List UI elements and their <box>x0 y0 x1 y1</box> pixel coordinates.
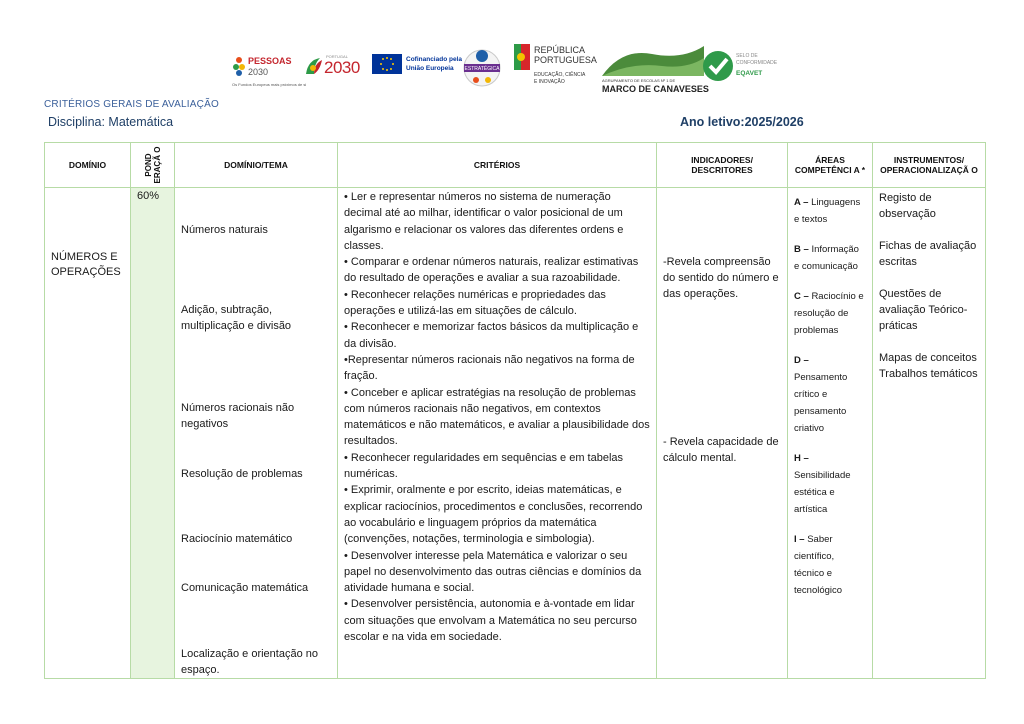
eu-flag-icon <box>372 54 402 74</box>
pessoas-icon <box>232 56 246 76</box>
ponderacao-rotated-label: POND ERAÇÃ O <box>143 146 162 184</box>
tema-item: Raciocínio matemático <box>181 533 293 545</box>
tema-item: Adição, subtração, multiplicação e divisão <box>181 304 292 332</box>
table-row <box>45 188 986 679</box>
area-item <box>794 352 866 437</box>
indicadores-cell <box>657 188 788 679</box>
portugal-2030-icon <box>304 56 324 76</box>
instrumento-item: Fichas de avaliação escritas <box>879 240 977 268</box>
ano-letivo-label: Ano letivo:2025/2026 <box>680 115 804 129</box>
criterio-item: • Reconhecer regularidades em sequências e em tabelas numéricas. <box>344 451 624 481</box>
tema-item: Comunicação matemática <box>181 582 309 594</box>
instrumentos-cell <box>873 188 986 679</box>
instrumento-item: Registo de observação <box>879 192 936 220</box>
area-code: A – <box>794 197 809 208</box>
pessoas-line3: Os Fundos Europeus mais próximos de si <box>232 82 307 87</box>
area-code: H – <box>794 453 809 464</box>
area-item <box>794 288 866 339</box>
disciplina-label: Disciplina: Matemática <box>48 115 174 129</box>
eqavet-line2: CONFORMIDADE <box>736 60 778 66</box>
portugal-2030-small: PORTUGAL <box>326 54 348 59</box>
area-item <box>794 194 866 228</box>
republica-line2: PORTUGUESA <box>534 55 597 65</box>
table-header-row <box>45 143 986 188</box>
dominio-cell: NÚMEROS E OPERAÇÕES <box>45 188 131 679</box>
area-code: D – <box>794 355 809 366</box>
col-header-indicadores: INDICADORES/ DESCRITORES <box>657 143 788 188</box>
areas-cell <box>788 188 873 679</box>
criterios-cell <box>338 188 657 679</box>
pessoas-2030-logo <box>232 54 307 94</box>
republica-line4: E INOVAÇÃO <box>534 79 565 85</box>
criterio-item: • Reconhecer e memorizar factos básicos da multiplicação e da divisão. <box>344 321 639 350</box>
area-text: Pensamento crítico e pensamento criativo <box>794 372 848 434</box>
area-text: Sensibilidade estética e artística <box>794 470 851 515</box>
eqavet-seal <box>702 50 792 90</box>
tema-item: Localização e orientação no espaço. <box>181 648 318 676</box>
area-code: I – <box>794 534 805 545</box>
area-item <box>794 241 866 275</box>
estrategica-badge <box>462 44 502 94</box>
agrupamento-line1: AGRUPAMENTO DE ESCOLAS Nº 1 DE <box>602 78 676 83</box>
col-header-ponderacao <box>131 143 175 188</box>
agrupamento-line2: MARCO DE CANAVESES <box>602 84 709 94</box>
tema-item: Números naturais <box>181 224 268 236</box>
col-header-criterios: CRITÉRIOS <box>338 143 657 188</box>
area-text: Informação e comunicação <box>794 244 859 272</box>
instrumento-item: Questões de avaliação Teórico-práticas <box>879 288 968 332</box>
republica-shield-icon <box>514 44 530 70</box>
republica-portuguesa-logo <box>514 44 600 94</box>
eu-cofinanced-logo <box>372 54 462 78</box>
col-header-instrumentos: INSTRUMENTOS/ OPERACIONALIZAÇÃ O <box>873 143 986 188</box>
criterio-item: • Exprimir, oralmente e por escrito, ideias matemáticas, e explicar raciocínios, procedimentos e conclusões, recorrendo ao vocabulário e linguagem próprios da matemática (convenções, notações, terminologia e simbologia). <box>344 484 643 546</box>
instrumento-item: Trabalhos temáticos <box>879 368 978 380</box>
criterio-item: • Ler e representar números no sistema de numeração decimal até ao milhar, identificar o valor posicional de um algarismo e relacionar os valores das diferentes ordens e classes. <box>344 191 624 252</box>
col-header-dominio: DOMÍNIO <box>45 143 131 188</box>
eu-line2: União Europeia <box>406 65 454 72</box>
eqavet-check-icon <box>702 50 734 82</box>
area-item <box>794 450 866 518</box>
indicador-item: - Revela capacidade de cálculo mental. <box>663 436 779 464</box>
col-header-areas: ÁREAS COMPETÊNCI A * <box>788 143 873 188</box>
criterio-item: •Representar números racionais não negativos na forma de fração. <box>344 353 635 383</box>
area-text: Saber científico, técnico e tecnológico <box>794 534 843 596</box>
tema-item: Resolução de problemas <box>181 468 303 480</box>
estrategica-label: ESTRATÉGICA <box>464 66 500 72</box>
criterio-item: • Desenvolver persistência, autonomia e à-vontade em lidar com situações que envolvam a Matemática no seu percurso escolar e na vida em sociedade. <box>344 598 637 644</box>
criterio-item: • Reconhecer relações numéricas e propriedades das operações e utilizá-las em situações de cálculo. <box>344 288 606 318</box>
eqavet-line3: EQAVET <box>736 70 763 77</box>
pessoas-line2: 2030 <box>248 67 269 77</box>
col-header-tema: DOMÍNIO/TEMA <box>175 143 338 188</box>
agrupamento-logo <box>602 44 709 94</box>
republica-line3: EDUCAÇÃO, CIÊNCIA <box>534 72 586 78</box>
agrupamento-hills-icon <box>602 44 704 76</box>
tema-item: Números racionais não negativos <box>181 402 295 430</box>
area-text: Raciocínio e resolução de problemas <box>794 291 864 336</box>
area-text: Linguagens e textos <box>794 197 861 225</box>
eu-line1: Cofinanciado pela <box>406 56 462 63</box>
ponderacao-cell: 60% <box>131 188 175 679</box>
area-item <box>794 531 866 599</box>
criterio-item: • Conceber e aplicar estratégias na resolução de problemas com números racionais não negativos, em contextos matemáticos e não matemáticos, e avaliar a plausibilidade dos resultados. <box>344 386 650 448</box>
portugal-2030-big: 2030 <box>324 58 360 77</box>
republica-line1: REPÚBLICA <box>534 45 586 55</box>
document-title: CRITÉRIOS GERAIS DE AVALIAÇÃO <box>44 99 219 110</box>
temas-cell <box>175 188 338 679</box>
logo-strip <box>232 44 792 96</box>
indicador-item: -Revela compreensão do sentido do número e das operações. <box>663 256 779 300</box>
instrumento-item: Mapas de conceitos <box>879 352 977 364</box>
pessoas-line1: PESSOAS <box>248 56 292 66</box>
criterio-item: • Desenvolver interesse pela Matemática e valorizar o seu papel no desenvolvimento das outras ciências e domínios da atividade humana e social. <box>344 549 642 595</box>
criterio-item: • Comparar e ordenar números naturais, realizar estimativas do resultado de operações e avaliar a sua razoabilidade. <box>344 256 639 285</box>
criteria-table <box>44 142 986 679</box>
portugal-2030-logo <box>304 52 360 82</box>
eqavet-line1: SELO DE <box>736 53 758 59</box>
estrategica-seal-icon <box>462 44 502 94</box>
area-code: C – <box>794 291 809 302</box>
area-code: B – <box>794 244 809 255</box>
